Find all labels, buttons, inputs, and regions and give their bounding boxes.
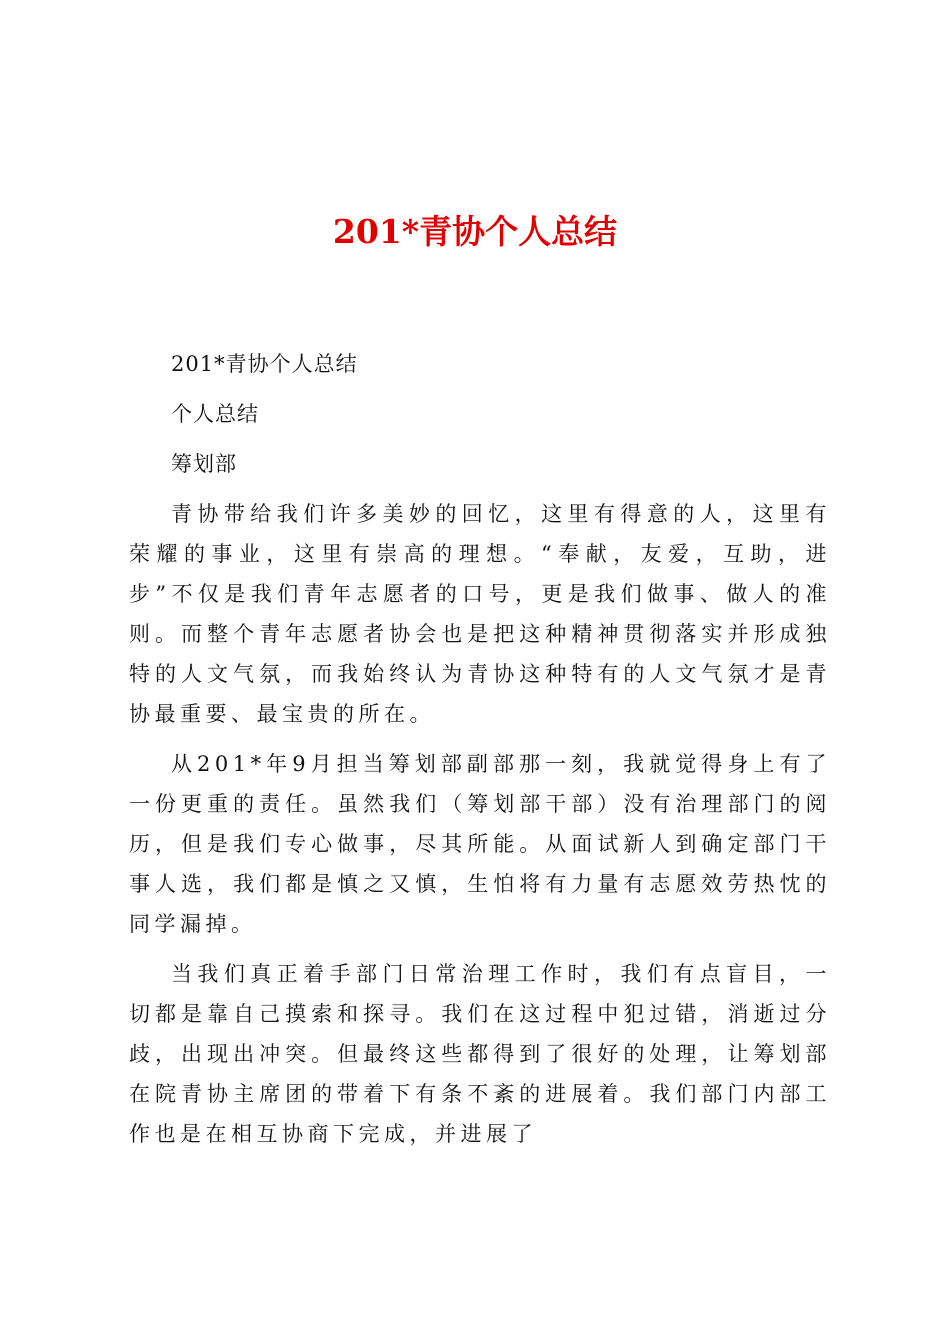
body-paragraph: 当我们真正着手部门日常治理工作时，我们有点盲目，一切都是靠自己摸索和探寻。我们在这过程中犯过错，消逝过分歧，出现出冲突。但最终这些都得到了很好的处理，让筹划部在院青协主席团的带着下有条不紊的进展着。我们部门内部工作也是在相互协商下完成，并进展了 (129, 962, 831, 1146)
document-body (129, 344, 831, 1164)
subheading-line: 201*青协个人总结 (171, 352, 358, 376)
body-paragraph: 青协带给我们许多美妙的回忆，这里有得意的人，这里有荣耀的事业，这里有崇高的理想。“奉献，友爱，互助，进步”不仅是我们青年志愿者的口号，更是我们做事、做人的准则。而整个青年志愿者协会也是把这种精神贯彻落实并形成独特的人文气氛，而我始终认为青协这种特有的人文气氛才是青协最重要、最宝贵的所在。 (129, 502, 831, 726)
document-title: 201*青协个人总结 (332, 212, 618, 251)
subheading-line: 个人总结 (171, 402, 259, 426)
body-paragraph: 从201*年9月担当筹划部副部那一刻，我就觉得身上有了一份更重的责任。虽然我们（筹划部干部）没有治理部门的阅历，但是我们专心做事，尽其所能。从面试新人到确定部门干事人选，我们都是慎之又慎，生怕将有力量有志愿效劳热忱的同学漏掉。 (129, 752, 831, 936)
department-line: 筹划部 (171, 452, 237, 476)
